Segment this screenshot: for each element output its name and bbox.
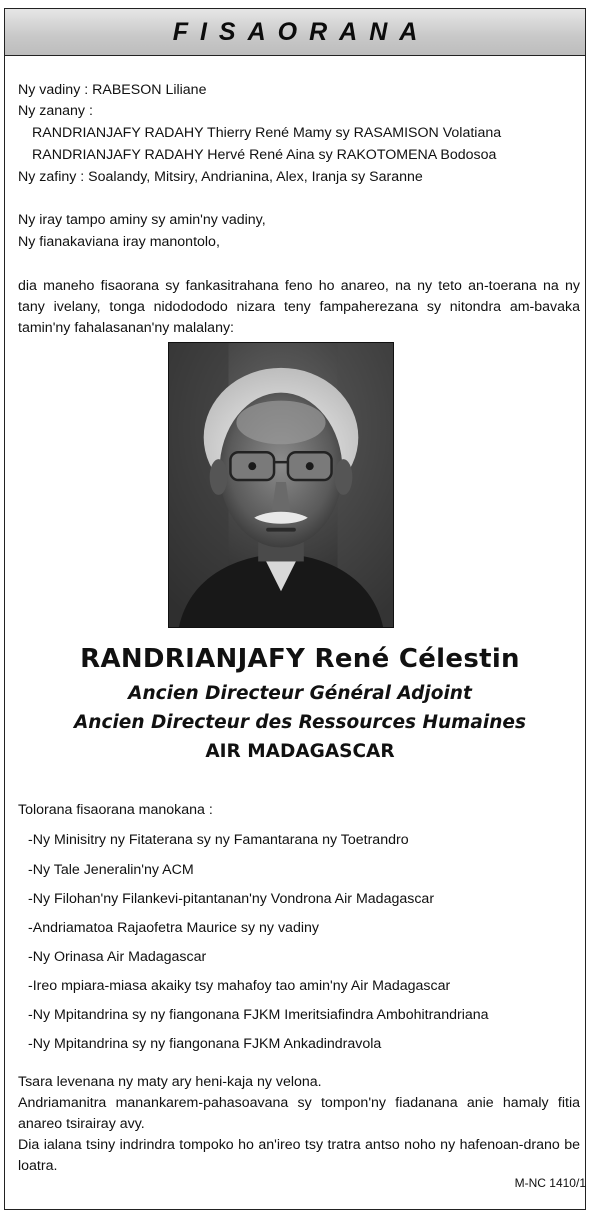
closing-paragraph-1: Andriamanitra manankarem-pahasoavana sy tompon'ny fiadanana anie hamaly fitia anareo tsirairay avy. bbox=[18, 1095, 580, 1132]
thanks-item-6: -Ireo mpiara-miasa akaiky tsy mahafoy tao amin'ny Air Madagascar bbox=[28, 978, 451, 994]
closing-paragraph-2: Dia ialana tsiny indrindra tompoko ho an'ireo tsy tratra antso noho ny hafenoan-drano be loatra. bbox=[18, 1137, 580, 1174]
family-line: Ny fianakaviana iray manontolo, bbox=[18, 234, 220, 250]
thanks-item-7: -Ny Mpitandrina sy ny fiangonana FJKM Imeritsiafindra Ambohitrandriana bbox=[28, 1007, 489, 1023]
siblings-line: Ny iray tampo aminy sy amin'ny vadiny, bbox=[18, 212, 266, 228]
child-line-1: RANDRIANJAFY RADAHY Thierry René Mamy sy RASAMISON Volatiana bbox=[32, 125, 502, 141]
intro-paragraph: dia maneho fisaorana sy fankasitrahana feno ho anareo, na ny teto an-toerana na ny tany ivelany, tonga nidodododo nizara teny fampaherezana sy nitondra am-bavaka tamin'ny fahalasanan'ny malalany: bbox=[18, 278, 580, 336]
header-title: FISAORANA bbox=[172, 17, 430, 46]
grandchildren-line: Ny zafiny : Soalandy, Mitsiry, Andrianina, Alex, Iranja sy Saranne bbox=[18, 169, 423, 185]
thanks-item-4: -Andriamatoa Rajaofetra Maurice sy ny vadiny bbox=[28, 920, 319, 936]
closing-line: Tsara levenana ny maty ary heni-kaja ny velona. bbox=[18, 1074, 322, 1090]
thanks-item-5: -Ny Orinasa Air Madagascar bbox=[28, 949, 207, 965]
spouse-line: Ny vadiny : RABESON Liliane bbox=[18, 82, 207, 98]
thanks-item-2: -Ny Tale Jeneralin'ny ACM bbox=[28, 862, 194, 878]
thanks-item-8: -Ny Mpitandrina sy ny fiangonana FJKM Ankadindravola bbox=[28, 1036, 382, 1052]
thanks-item-3: -Ny Filohan'ny Filankevi-pitantanan'ny Vondrona Air Madagascar bbox=[28, 891, 435, 907]
deceased-title-2: Ancien Directeur des Ressources Humaines bbox=[73, 712, 526, 733]
child-line-2: RANDRIANJAFY RADAHY Hervé René Aina sy RAKOTOMENA Bodosoa bbox=[32, 147, 497, 163]
reference-code: M-NC 1410/1 bbox=[514, 1176, 586, 1190]
deceased-title-1: Ancien Directeur Général Adjoint bbox=[128, 683, 472, 704]
thanks-item-1: -Ny Minisitry ny Fitaterana sy ny Famantarana ny Toetrandro bbox=[28, 832, 409, 848]
deceased-name: RANDRIANJAFY René Célestin bbox=[80, 644, 520, 674]
special-thanks-label: Tolorana fisaorana manokana : bbox=[18, 802, 213, 818]
header-banner bbox=[5, 9, 585, 56]
portrait-photo-icon bbox=[169, 343, 393, 627]
children-label: Ny zanany : bbox=[18, 103, 93, 119]
deceased-title-3: AIR MADAGASCAR bbox=[205, 741, 395, 762]
portrait-photo bbox=[168, 342, 394, 628]
